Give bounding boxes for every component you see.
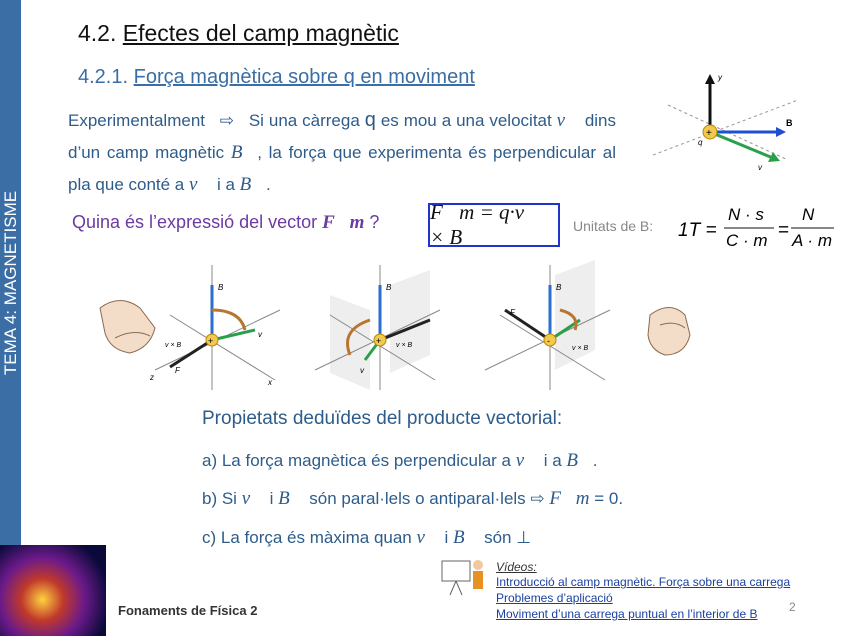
property-text: c) La força és màxima quan: [202, 528, 412, 547]
v-label: v: [258, 330, 262, 339]
charge-symbol: q: [364, 109, 376, 131]
charge-label: q: [698, 138, 703, 147]
property-text: b) Si: [202, 489, 237, 508]
vxb-label: v × B: [572, 345, 589, 352]
field-symbol: B⃗: [278, 488, 305, 509]
property-c: [202, 527, 531, 549]
vxb-label: v × B: [396, 342, 413, 349]
property-text: a) La força magnètica és perpendicular a: [202, 451, 512, 470]
intro-text: i a: [216, 175, 235, 194]
video-link-motion[interactable]: Moviment d’una carrega puntual en l’interior de B: [496, 607, 758, 621]
v-axis-label: v: [758, 163, 762, 172]
intro-text: Si una càrrega: [248, 111, 360, 130]
y-axis-label: y: [718, 73, 722, 82]
field-symbol: B⃗: [452, 527, 480, 548]
magnet-field-image: [0, 545, 106, 636]
svg-text:1T =: 1T =: [678, 220, 717, 241]
property-text: i: [269, 489, 274, 508]
intro-text: , la força que experimenta és perpendicular al pla que conté a: [68, 143, 616, 194]
diagram-positive-charge: [150, 255, 290, 395]
b-label: B: [556, 283, 562, 292]
v-label: v: [360, 366, 364, 375]
tesla-units-formula: [676, 200, 836, 254]
units-label: Unitats de B:: [573, 218, 654, 234]
charge-sign: +: [208, 336, 214, 346]
intro-paragraph: [68, 104, 616, 201]
section-subtitle: [78, 66, 475, 89]
property-text: i: [444, 528, 449, 547]
force-symbol: F⃗m: [322, 212, 365, 233]
v-vector-arrow: [710, 132, 773, 158]
f-label: F: [175, 366, 180, 375]
course-name: Fonaments de Física 2: [118, 603, 258, 618]
property-a: [202, 450, 598, 472]
diagram-negative-charge: [480, 255, 620, 395]
vxb-label: v × B: [165, 342, 182, 349]
svg-text:C · m: C · m: [726, 231, 768, 250]
sidebar: [0, 0, 21, 545]
field-symbol: B⃗: [239, 174, 267, 195]
svg-text:=: =: [778, 220, 790, 241]
page-title: [78, 20, 399, 47]
arrow-icon: ⇨: [530, 489, 545, 508]
sidebar-title: TEMA 4: MAGNETISME: [1, 190, 20, 376]
property-text: = 0.: [594, 489, 624, 508]
video-link-intro[interactable]: Introducció al camp magnètic. Força sobre una carrega: [496, 575, 791, 589]
svg-text:A · m: A · m: [792, 231, 832, 250]
b-label: B: [218, 283, 224, 292]
left-hand-icon: [640, 300, 700, 360]
x-label: x: [268, 378, 272, 387]
lorentz-formula: F⃗m = q·v⃗ × B⃗: [430, 200, 541, 249]
teacher-board-icon: [440, 555, 490, 605]
svg-text:N: N: [802, 205, 815, 224]
intro-text: dins d’un camp magnètic: [68, 111, 617, 162]
svg-text:N · s: N · s: [728, 205, 764, 224]
title-text: Efectes del camp magnètic: [122, 20, 399, 46]
videos-section: [496, 560, 790, 622]
question-mark: ?: [369, 212, 380, 232]
question-line: [72, 212, 379, 234]
arrow-icon: ⇨: [219, 111, 235, 130]
velocity-symbol: v⃗: [556, 110, 580, 131]
video-link-problems[interactable]: Problemes d’aplicació: [496, 591, 613, 605]
force-symbol: F⃗m: [549, 488, 590, 509]
positive-charge: +: [706, 128, 712, 139]
field-symbol: B⃗: [230, 142, 258, 163]
title-number: 4.2.: [78, 20, 117, 46]
velocity-symbol: v⃗: [189, 174, 213, 195]
z-label: z: [150, 373, 154, 382]
velocity-symbol: v⃗: [416, 527, 440, 548]
property-b: [202, 488, 623, 510]
diagram-plane: [310, 255, 450, 395]
property-text: són ⊥: [484, 528, 532, 547]
subtitle-number: 4.2.1.: [78, 66, 129, 88]
charge-sign: +: [376, 336, 382, 346]
charge-sign: -: [547, 336, 550, 346]
lorentz-formula-box: [428, 200, 560, 249]
properties-title: Propietats deduïdes del producte vectorial:: [202, 408, 563, 429]
b-axis-label: B: [786, 118, 793, 128]
page-number: 2: [789, 600, 796, 614]
intro-text: es mou a una velocitat: [380, 111, 552, 130]
question-text: Quina és l’expressió del vector: [72, 212, 318, 232]
f-label: F: [510, 308, 515, 317]
intro-text: Experimentalment: [68, 111, 206, 130]
property-text: són paral·lels o antiparal·lels: [309, 489, 526, 508]
velocity-symbol: v⃗: [241, 488, 265, 509]
b-label: B: [386, 283, 392, 292]
velocity-symbol: v⃗: [515, 450, 539, 471]
intro-text: .: [266, 175, 271, 194]
property-text: i a: [543, 451, 562, 470]
videos-heading: Vídeos:: [496, 560, 537, 574]
force-axes-diagram: [648, 70, 808, 185]
subtitle-text: Força magnètica sobre q en moviment: [133, 66, 475, 88]
property-text: .: [592, 451, 598, 470]
field-symbol: B⃗: [566, 450, 593, 471]
